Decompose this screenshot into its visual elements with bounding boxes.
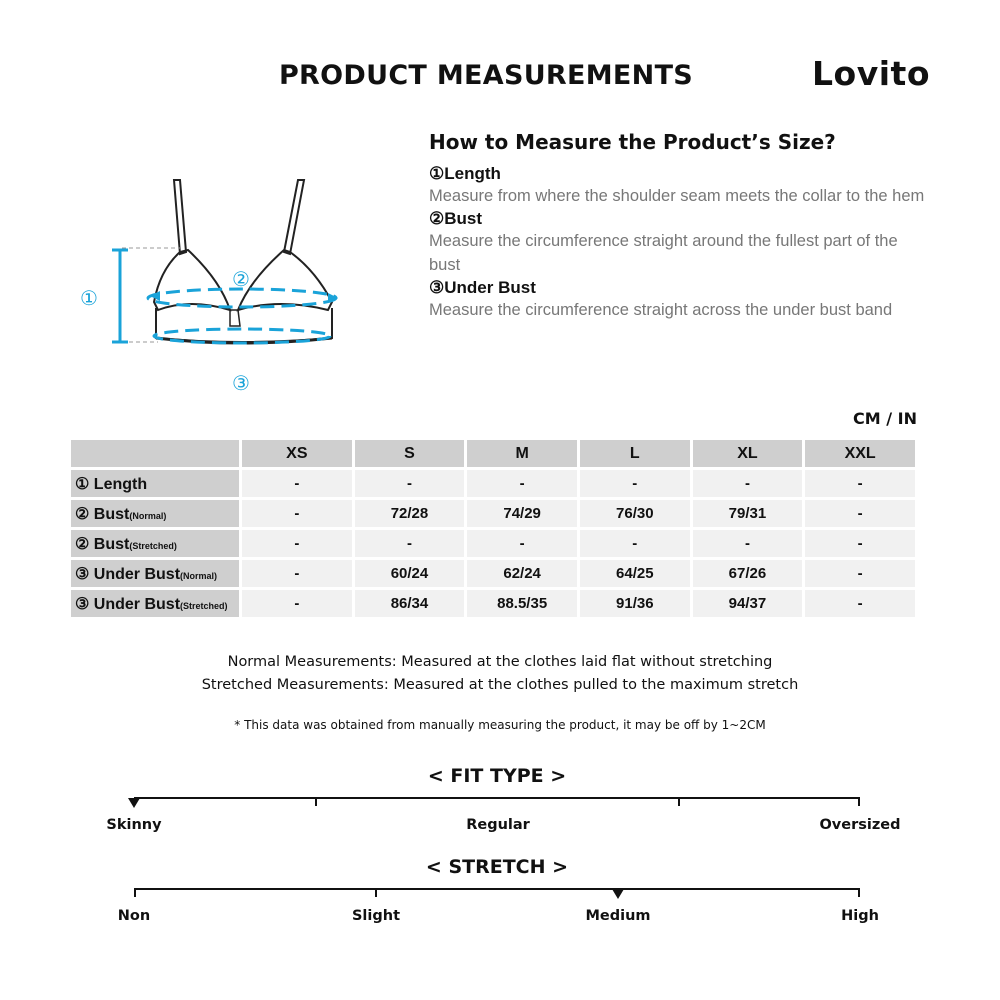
table-cell: - (805, 530, 915, 557)
fit-type-scale (106, 797, 901, 837)
stretch-marker (612, 889, 624, 899)
size-header: L (580, 440, 690, 467)
row-label (71, 530, 239, 557)
fit-label-oversized: Oversized (819, 817, 901, 833)
length-title: ①Length (429, 164, 501, 183)
table-cell: 91/36 (580, 590, 690, 617)
stretch-tick (134, 888, 136, 897)
row-label (71, 470, 239, 497)
page-title: PRODUCT MEASUREMENTS (278, 60, 694, 91)
row-label-sub: (Normal) (129, 510, 167, 521)
size-header: XS (242, 440, 352, 467)
row-label (71, 590, 239, 617)
how-to-measure-section (429, 130, 929, 323)
stretch-scale (117, 888, 879, 928)
diagram-label-length: ① (80, 286, 98, 310)
table-row (71, 560, 915, 587)
stretch-label-high: High (841, 908, 879, 924)
table-cell: - (467, 470, 577, 497)
left-cup (154, 250, 230, 310)
stretch-line (134, 888, 860, 890)
table-row (71, 530, 915, 557)
table-cell: - (242, 470, 352, 497)
disclaimer: * This data was obtained from manually measuring the product, it may be off by 1~2CM (234, 718, 766, 732)
size-table (68, 437, 918, 620)
fit-type-marker (128, 798, 140, 808)
table-cell: - (805, 470, 915, 497)
normal-measurement-note: Normal Measurements: Measured at the clothes laid flat without stretching (227, 654, 773, 670)
table-cell: - (580, 530, 690, 557)
row-label-text: ① Length (75, 475, 148, 493)
table-cell: - (805, 590, 915, 617)
stretch-tick (858, 888, 860, 897)
table-cell: - (580, 470, 690, 497)
fit-tick (858, 797, 860, 806)
row-label-text: ③ Under Bust (75, 565, 181, 583)
table-cell: 79/31 (693, 500, 803, 527)
brand-logo: Lovito (812, 54, 930, 93)
fit-type-line (134, 797, 860, 799)
right-cup (238, 250, 332, 310)
table-cell: - (242, 500, 352, 527)
bust-title: ②Bust (429, 209, 483, 228)
table-cell: 88.5/35 (467, 590, 577, 617)
size-header: M (467, 440, 577, 467)
table-corner-cell (71, 440, 239, 467)
table-cell: 76/30 (580, 500, 690, 527)
table-cell: - (242, 590, 352, 617)
measurement-diagram (70, 170, 370, 400)
length-description: Measure from where the shoulder seam meets the collar to the hem (429, 187, 925, 205)
row-label-sub: (Stretched) (129, 540, 177, 551)
table-row (71, 470, 915, 497)
table-cell: 62/24 (467, 560, 577, 587)
row-label-sub: (Normal) (180, 570, 218, 581)
row-label (71, 500, 239, 527)
bust-description: Measure the circumference straight around the fullest part of the bust (429, 232, 898, 274)
how-to-heading: How to Measure the Product’s Size? (429, 130, 836, 154)
left-strap (174, 180, 186, 254)
table-cell: 64/25 (580, 560, 690, 587)
table-cell: 60/24 (355, 560, 465, 587)
row-label-text: ② Bust (75, 535, 130, 553)
table-cell: - (467, 530, 577, 557)
center-gore (230, 310, 240, 326)
fit-tick (315, 797, 317, 806)
table-cell: 94/37 (693, 590, 803, 617)
table-row (71, 590, 915, 617)
right-strap (284, 180, 304, 254)
table-cell: - (805, 500, 915, 527)
table-cell: 74/29 (467, 500, 577, 527)
table-cell: 72/28 (355, 500, 465, 527)
table-cell: - (693, 470, 803, 497)
fit-tick (678, 797, 680, 806)
under-bust-description: Measure the circumference straight across the under bust band (429, 301, 893, 319)
size-header: S (355, 440, 465, 467)
stretch-label-non: Non (117, 908, 151, 924)
table-cell: - (242, 530, 352, 557)
fit-type-title: < FIT TYPE > (427, 765, 567, 787)
stretched-measurement-note: Stretched Measurements: Measured at the clothes pulled to the maximum stretch (201, 677, 799, 693)
stretch-title: < STRETCH > (425, 856, 569, 878)
under-bust-title: ③Under Bust (429, 278, 536, 297)
table-cell: - (242, 560, 352, 587)
table-row (71, 500, 915, 527)
table-header-row (71, 440, 915, 467)
table-cell: - (693, 530, 803, 557)
diagram-label-bust: ② (232, 267, 250, 291)
fit-label-skinny: Skinny (106, 817, 162, 833)
diagram-label-under-bust: ③ (232, 371, 250, 395)
stretch-label-slight: Slight (351, 908, 401, 924)
under-bust-indicator (154, 329, 330, 343)
stretch-tick (375, 888, 377, 897)
table-cell: 67/26 (693, 560, 803, 587)
row-label-text: ③ Under Bust (75, 595, 181, 613)
fit-label-regular: Regular (466, 817, 530, 833)
size-header: XXL (805, 440, 915, 467)
band (156, 308, 332, 342)
row-label-sub: (Stretched) (180, 600, 228, 611)
table-cell: - (355, 470, 465, 497)
table-cell: - (805, 560, 915, 587)
size-header: XL (693, 440, 803, 467)
table-cell: 86/34 (355, 590, 465, 617)
stretch-label-medium: Medium (585, 908, 651, 924)
unit-label: CM / IN (853, 409, 917, 428)
table-cell: - (355, 530, 465, 557)
row-label (71, 560, 239, 587)
row-label-text: ② Bust (75, 505, 130, 523)
